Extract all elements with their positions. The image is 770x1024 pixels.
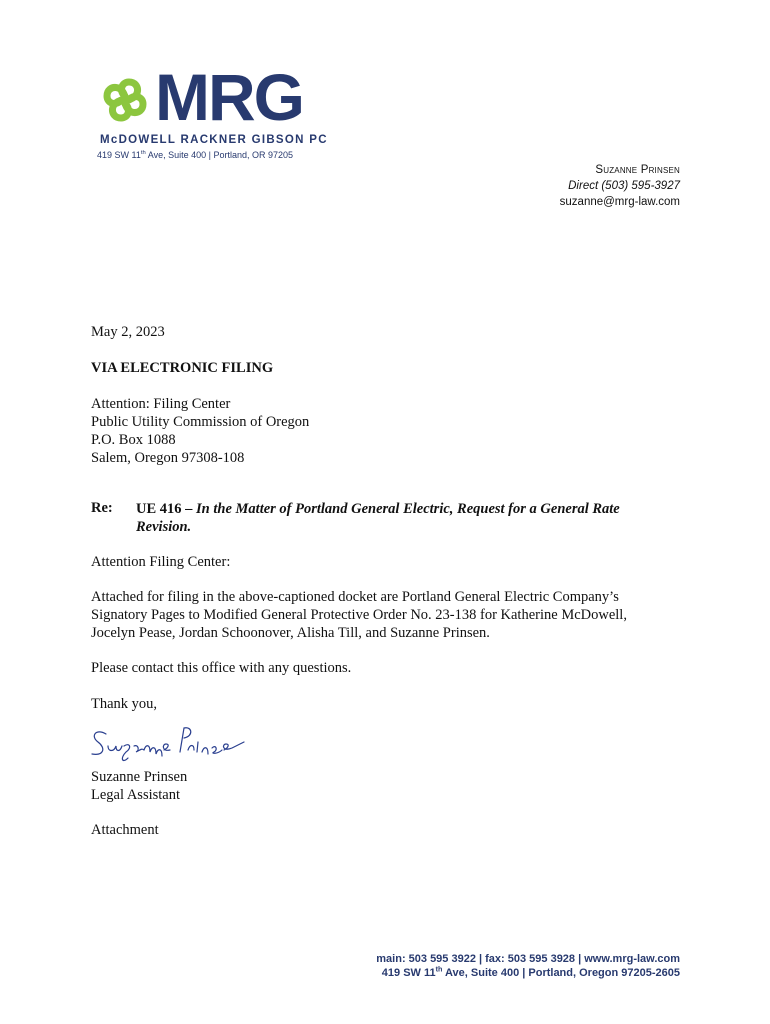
body-paragraph: Attached for filing in the above-captioned docket are Portland General Electric Company’s Signatory Pages to Modified General Protective Order No. 23-138 for Katherine McDowell, Jocelyn Pease, Jordan Schoonover, Alisha Till, and Suzanne Prinsen.	[91, 589, 627, 641]
enclosure-note: Attachment	[91, 822, 159, 838]
firm-address: 419 SW 11th Ave, Suite 400 | Portland, OR 97205	[97, 150, 294, 160]
footer-contact: main: 503 595 3922 | fax: 503 595 3928 | www.mrg-law.com	[376, 953, 680, 965]
re-subject	[136, 500, 666, 536]
recipient-line: Salem, Oregon 97308-108	[91, 450, 245, 466]
recipient-line: P.O. Box 1088	[91, 432, 176, 448]
contact-line: Please contact this office with any questions.	[91, 660, 352, 676]
letter-date: May 2, 2023	[91, 324, 165, 340]
recipient-address	[91, 395, 309, 467]
signer-title: Legal Assistant	[91, 787, 181, 803]
sender-contact-block	[560, 162, 680, 210]
sender-email: suzanne@mrg-law.com	[559, 196, 680, 208]
handwritten-signature	[88, 722, 248, 767]
closing: Thank you,	[91, 696, 158, 712]
sender-direct-phone: Direct (503) 595-3927	[568, 180, 680, 192]
logo-wordmark: MRG	[155, 60, 303, 134]
recipient-line: Public Utility Commission of Oregon	[91, 414, 310, 430]
recipient-line: Attention: Filing Center	[91, 396, 231, 412]
signer-name: Suzanne Prinsen	[91, 769, 188, 785]
sender-name: Suzanne Prinsen	[595, 164, 680, 176]
signer-block	[91, 768, 187, 804]
footer-address: 419 SW 11th Ave, Suite 400 | Portland, Oregon 97205-2605	[381, 965, 680, 979]
firm-name: McDOWELL RACKNER GIBSON PC	[100, 134, 328, 146]
page-footer	[376, 952, 680, 980]
re-docket: UE 416 –	[136, 501, 197, 517]
salutation: Attention Filing Center:	[91, 554, 231, 570]
re-case-title: In the Matter of Portland General Electric, Request for a General Rate Revision.	[136, 501, 620, 535]
re-label: Re:	[91, 500, 113, 516]
delivery-method: VIA ELECTRONIC FILING	[91, 360, 274, 376]
